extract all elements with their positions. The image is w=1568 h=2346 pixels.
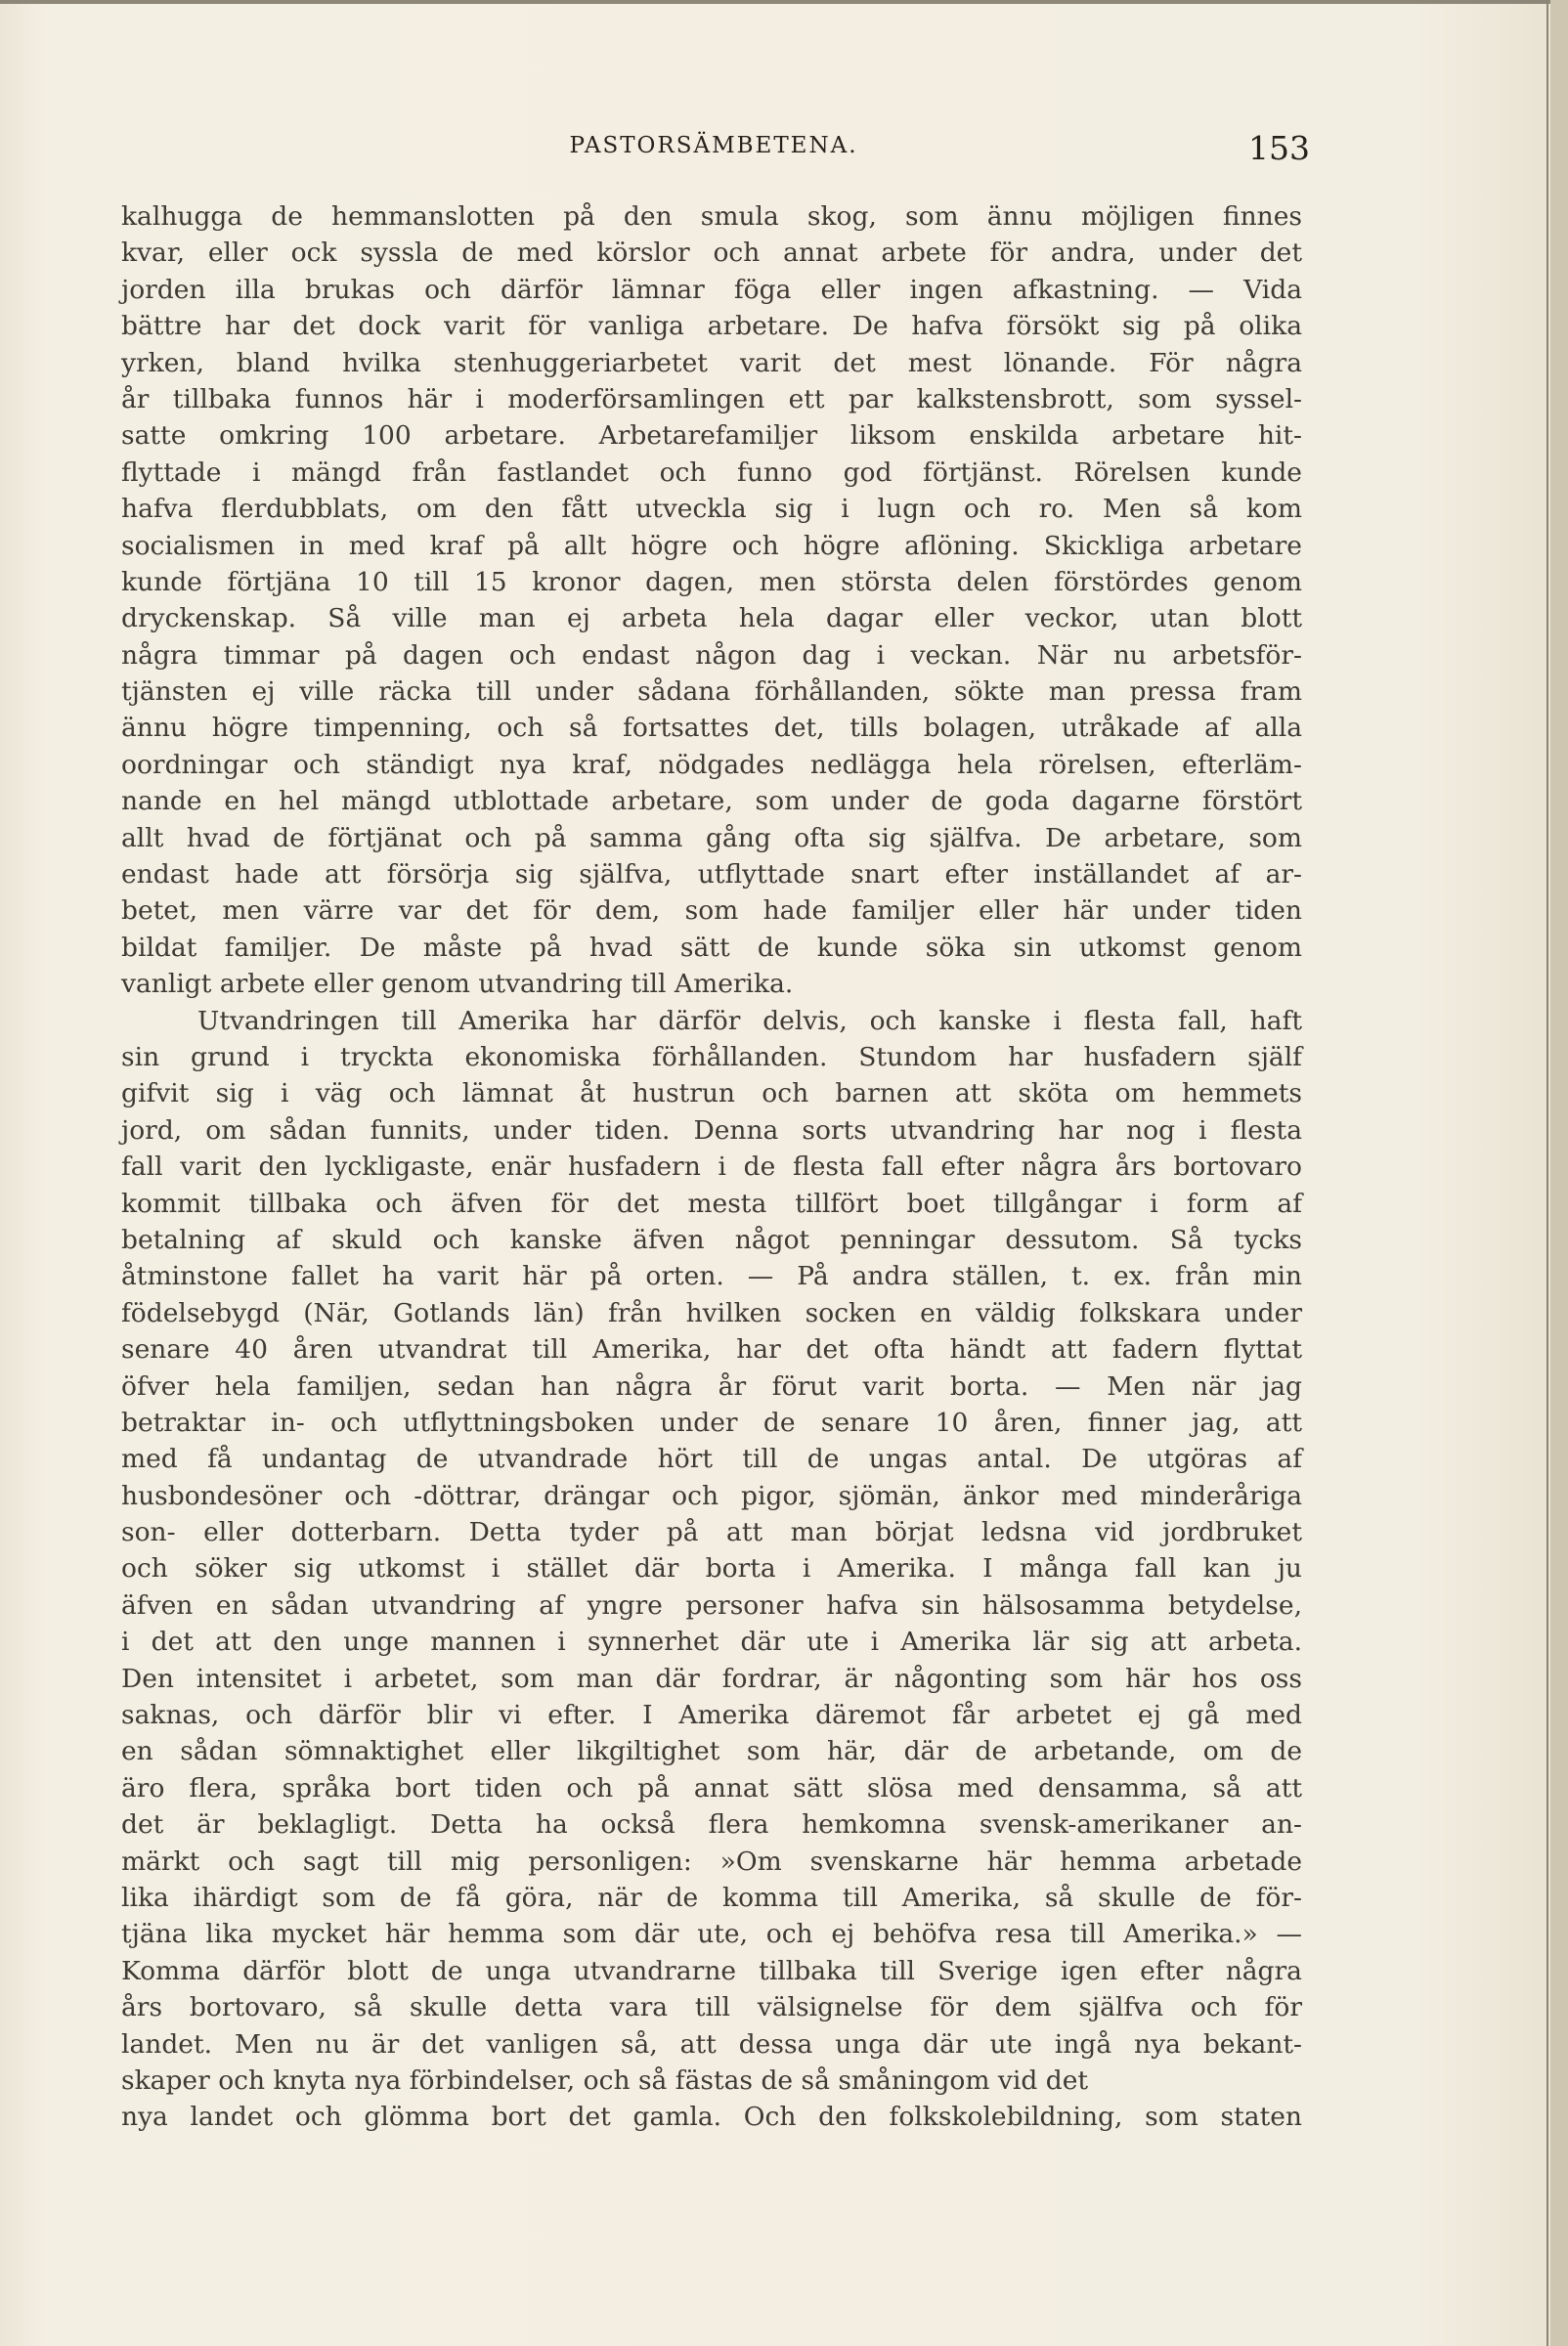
text-line: med få undantag de utvandrade hört till de ungas antal. De utgöras af <box>121 1444 1302 1475</box>
text-line: några timmar på dagen och endast någon dag i veckan. När nu arbetsför- <box>121 639 1302 671</box>
text-line: hafva flerdubblats, om den fått utveckla sig i lugn och ro. Men så kom <box>121 494 1302 525</box>
text-line: husbondesöner och -döttrar, drängar och pigor, sjömän, änkor med minderåriga <box>121 1480 1302 1511</box>
text-line: kalhugga de hemmanslotten på den smula skog, som ännu möjligen finnes <box>121 201 1302 232</box>
text-line: sin grund i tryckta ekonomiska förhållanden. Stundom har husfadern själf <box>121 1041 1302 1072</box>
text-line: nya landet och glömma bort det gamla. Och den folkskolebildning, som staten <box>121 2102 1302 2133</box>
text-line: vanligt arbete eller genom utvandring till Amerika. <box>121 969 794 1000</box>
text-line: ännu högre timpenning, och så fortsattes det, tills bolagen, utråkade af alla <box>121 713 1302 744</box>
text-line: födelsebygd (När, Gotlands län) från hvilken socken en väldig folkskara under <box>121 1297 1302 1328</box>
text-line: socialismen in med kraf på allt högre och högre aflöning. Skickliga arbetare <box>121 530 1302 561</box>
text-line: Utvandringen till Amerika har därför delvis, och kanske i flesta fall, haft <box>197 1005 1302 1036</box>
text-line: flyttade i mängd från fastlandet och funno god förtjänst. Rörelsen kunde <box>121 456 1302 488</box>
text-line: fall varit den lyckligaste, enär husfadern i de flesta fall efter några års bortovaro <box>121 1151 1302 1183</box>
text-line: kunde förtjäna 10 till 15 kronor dagen, men största delen förstördes genom <box>121 566 1302 597</box>
text-line: yrken, bland hvilka stenhuggeriarbetet varit det mest lönande. För några <box>121 347 1302 378</box>
text-line: åtminstone fallet ha varit här på orten. — På andra ställen, t. ex. från min <box>121 1261 1302 1292</box>
text-line: senare 40 åren utvandrat till Amerika, har det ofta händt att fadern flyttat <box>121 1334 1302 1366</box>
text-line: tjänsten ej ville räcka till under sådana förhållanden, sökte man pressa fram <box>121 676 1302 708</box>
text-line: skaper och knyta nya förbindelser, och så fästas de så småningom vid det <box>121 2064 1089 2096</box>
body-text <box>121 198 1302 2136</box>
text-line: satte omkring 100 arbetare. Arbetarefamiljer liksom enskilda arbetare hit- <box>121 420 1302 452</box>
text-line: bildat familjer. De måste på hvad sätt de kunde söka sin utkomst genom <box>121 932 1302 963</box>
text-line: tjäna lika mycket här hemma som där ute, och ej behöfva resa till Amerika.» — <box>121 1919 1302 1950</box>
top-edge-rule <box>0 0 1568 4</box>
text-line: öfver hela familjen, sedan han några år förut varit borta. — Men när jag <box>121 1370 1302 1402</box>
text-line: landet. Men nu är det vanligen så, att dessa unga där ute ingå nya bekant- <box>121 2028 1302 2060</box>
text-line: jorden illa brukas och därför lämnar föga eller ingen afkastning. — Vida <box>121 274 1302 305</box>
text-line: jord, om sådan funnits, under tiden. Denna sorts utvandring har nog i flesta <box>121 1114 1302 1146</box>
text-line: dryckenskap. Så ville man ej arbeta hela dagar eller veckor, utan blott <box>121 603 1302 634</box>
text-line: det är beklagligt. Detta ha också flera hemkomna svensk-amerikaner an- <box>121 1809 1302 1841</box>
text-line: allt hvad de förtjänat och på samma gång ofta sig själfva. De arbetare, som <box>121 822 1302 853</box>
text-line: betet, men värre var det för dem, som hade familjer eller här under tiden <box>121 895 1302 927</box>
text-line: lika ihärdigt som de få göra, när de komma till Amerika, så skulle de för- <box>121 1882 1302 1913</box>
text-line: i det att den unge mannen i synnerhet där ute i Amerika lär sig att arbeta. <box>121 1627 1302 1658</box>
text-line: äfven en sådan utvandring af yngre personer hafva sin hälsosamma betydelse, <box>121 1589 1302 1621</box>
text-line: äro flera, språka bort tiden och på annat sätt slösa med densamma, så att <box>121 1772 1302 1803</box>
text-line: och söker sig utkomst i stället där borta i Amerika. I många fall kan ju <box>121 1553 1302 1585</box>
text-line: betalning af skuld och kanske äfven något penningar dessutom. Så tycks <box>121 1224 1302 1255</box>
text-line: gifvit sig i väg och lämnat åt hustrun och barnen att sköta om hemmets <box>121 1078 1302 1109</box>
page-number: 153 <box>1248 129 1310 167</box>
text-line: betraktar in- och utflyttningsboken under de senare 10 åren, finner jag, att <box>121 1407 1302 1438</box>
text-line: Komma därför blott de unga utvandrarne tillbaka till Sverige igen efter några <box>121 1955 1302 1986</box>
right-margin-rule <box>1546 0 1548 2346</box>
text-line: kommit tillbaka och äfven för det mesta tillfört boet tillgångar i form af <box>121 1188 1302 1219</box>
binding-edge <box>1550 0 1568 2346</box>
text-line: kvar, eller ock syssla de med körslor och annat arbete för andra, under det <box>121 238 1302 269</box>
text-line: år tillbaka funnos här i moderförsamlingen ett par kalkstensbrott, som syssel- <box>121 383 1302 414</box>
running-head: PASTORSÄMBETENA. <box>569 133 858 158</box>
text-line: nande en hel mängd utblottade arbetare, som under de goda dagarne förstört <box>121 786 1302 817</box>
text-line: saknas, och därför blir vi efter. I Amerika däremot får arbetet ej gå med <box>121 1700 1302 1731</box>
text-line: bättre har det dock varit för vanliga arbetare. De hafva försökt sig på olika <box>121 311 1302 342</box>
text-line: endast hade att försörja sig själfva, utflyttade snart efter inställandet af ar- <box>121 859 1302 891</box>
text-line: en sådan sömnaktighet eller likgiltighet som här, där de arbetande, om de <box>121 1736 1302 1767</box>
text-line: års bortovaro, så skulle detta vara till välsignelse för dem själfva och för <box>121 1992 1302 2023</box>
page-header <box>117 129 1310 168</box>
text-line: oordningar och ständigt nya kraf, nödgades nedlägga hela rörelsen, efterläm- <box>121 749 1302 780</box>
text-line: Den intensitet i arbetet, som man där fordrar, är någonting som här hos oss <box>121 1663 1302 1694</box>
text-line: son- eller dotterbarn. Detta tyder på att man börjat ledsna vid jordbruket <box>121 1517 1302 1548</box>
text-line: märkt och sagt till mig personligen: »Om svenskarne här hemma arbetade <box>121 1846 1302 1877</box>
